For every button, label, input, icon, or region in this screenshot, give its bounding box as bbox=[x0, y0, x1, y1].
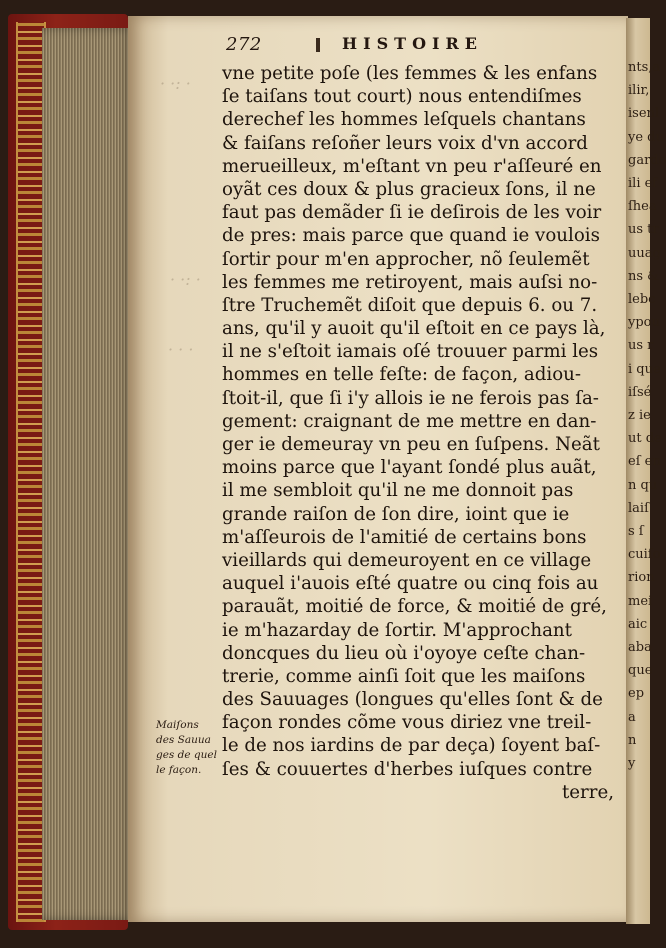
marginal-note bbox=[156, 718, 232, 778]
marginal-note-line: des Sauua bbox=[156, 734, 211, 746]
facing-page-fragment: us tr bbox=[628, 222, 659, 238]
facing-page-fragment: laiſ bbox=[628, 500, 649, 516]
text-line: merueilleux, m'eſtant vn peu r'aſſeuré en bbox=[222, 155, 602, 177]
running-title: HISTOIRE bbox=[342, 34, 483, 53]
marginal-note-line: Maiſons bbox=[156, 719, 199, 731]
facing-page-fragment: ſhea bbox=[628, 199, 657, 215]
text-line: ſe taiſans tout court) nous entendiſmes bbox=[222, 86, 582, 108]
marginal-note-line: le façon. bbox=[156, 764, 202, 776]
text-line: hommes en telle feſte: de façon, adiou- bbox=[222, 364, 582, 386]
facing-page-fragment: ili ef bbox=[628, 176, 658, 191]
text-line: il ne s'eſtoit iamais oſé trouuer parmi les bbox=[222, 341, 599, 363]
facing-page-fragment: cuiſo bbox=[628, 547, 661, 563]
facing-page-fragment: ilir, bbox=[628, 83, 650, 99]
facing-page-fragment: i que bbox=[628, 361, 661, 377]
text-line: le de nos iardins de par deça) ſoyent baſ- bbox=[222, 735, 601, 757]
facing-page-fragment: rion bbox=[628, 570, 655, 586]
text-line: ſtre Truchemẽt diſoit que depuis 6. ou 7. bbox=[222, 294, 598, 316]
text-line: moins parce que l'ayant ſondé plus auãt, bbox=[222, 457, 597, 479]
facing-page-fragment: ut de bbox=[628, 431, 662, 447]
text-line: m'aſſeurois de l'amitié de certains bons bbox=[222, 526, 587, 548]
page-number: 272 bbox=[226, 34, 262, 55]
text-line: façon rondes cõme vous diriez vne treil- bbox=[222, 712, 592, 734]
facing-page-fragment: z ie bbox=[628, 408, 651, 423]
show-through-mark: · ·: · bbox=[160, 74, 191, 93]
body-text bbox=[222, 62, 614, 804]
facing-page-fragment: us r bbox=[628, 338, 654, 354]
text-line: ger ie demeuray vn peu en ſuſpens. Neãt bbox=[222, 434, 600, 455]
facing-page-fragment: eſ en bbox=[628, 454, 661, 470]
text-line: oyãt ces doux & plus gracieux ſons, il ne bbox=[222, 178, 596, 200]
show-through-mark: · · · bbox=[168, 340, 194, 359]
facing-page-fragment: y bbox=[628, 756, 636, 771]
facing-page-fragment: a bbox=[628, 709, 636, 725]
facing-page-edge bbox=[626, 18, 666, 924]
text-line: vne petite poſe (les femmes & les enfans bbox=[222, 63, 598, 84]
text-line: vieillards qui demeuroyent en ce village bbox=[222, 549, 592, 571]
facing-page-fragment: isenl bbox=[628, 106, 660, 122]
marginal-note-line: ges de quel bbox=[156, 749, 217, 761]
text-line: faut pas demãder ſi ie deſirois de les voir bbox=[222, 202, 602, 224]
text-line: grande raiſon de ſon dire, ioint que ie bbox=[222, 503, 570, 525]
show-through-mark: · ·: · bbox=[170, 270, 201, 289]
page-edges bbox=[42, 28, 134, 920]
text-line: trerie, comme ainſi ſoit que les maiſons bbox=[222, 665, 586, 687]
text-line: les femmes me retiroyent, mais auſsi no- bbox=[222, 271, 598, 293]
text-line: gement: craignant de me mettre en dan- bbox=[222, 410, 597, 432]
facing-page-fragment: iſsé bbox=[628, 384, 652, 400]
text-line: doncques du lieu où i'oyoye ceſte chan- bbox=[222, 642, 586, 664]
text-line: des Sauuages (longues qu'elles ſont & de bbox=[222, 689, 603, 711]
facing-page-fragment: nts,a bbox=[628, 60, 661, 75]
facing-page-fragment: ye du bbox=[628, 129, 664, 145]
facing-page-fragment: n qu bbox=[628, 477, 658, 493]
facing-page-fragment: gardo bbox=[628, 152, 666, 168]
facing-page-fragment: aic bbox=[628, 616, 648, 632]
facing-page-fragment: n bbox=[628, 732, 637, 748]
text-line: ſortir pour m'en approcher, nõ ſeulemẽt bbox=[222, 248, 590, 270]
header-rule bbox=[316, 38, 320, 52]
text-line: de pres: mais parce que quand ie voulois bbox=[222, 225, 600, 247]
facing-page-fragment: ypou bbox=[628, 315, 660, 331]
text-line: & faiſans reſoñer leurs voix d'vn accord bbox=[222, 132, 588, 154]
text-line: ſes & couuertes d'herbes iuſques contre bbox=[222, 758, 593, 780]
facing-page-fragment: uuag bbox=[628, 245, 661, 261]
text-line: ans, qu'il y auoit qu'il eſtoit en ce pays là, bbox=[222, 318, 606, 340]
text-line: ſtoit-il, que ſi i'y allois ie ne ferois pas ſa- bbox=[222, 387, 599, 409]
text-line: derechef les hommes leſquels chantans bbox=[222, 109, 586, 131]
text-line: auquel i'auois eſté quatre ou cinq fois au bbox=[222, 573, 599, 595]
facing-page-fragment: ns & bbox=[628, 268, 659, 284]
text-line: ie m'hazarday de ſortir. M'approchant bbox=[222, 619, 572, 641]
catchword: terre, bbox=[561, 781, 614, 803]
facing-page-fragment: lebc bbox=[628, 292, 656, 307]
facing-page-fragment: s ſ bbox=[628, 524, 644, 539]
facing-page-fragment: aba bbox=[628, 640, 652, 655]
text-line: parauãt, moitié de force, & moitié de gré, bbox=[222, 596, 607, 618]
facing-page-fragment: ep bbox=[628, 686, 645, 702]
facing-page-fragment: mei bbox=[628, 593, 653, 609]
text-line: il me sembloit qu'il ne me donnoit pas bbox=[222, 480, 574, 502]
facing-page-fragment: que bbox=[628, 663, 653, 679]
